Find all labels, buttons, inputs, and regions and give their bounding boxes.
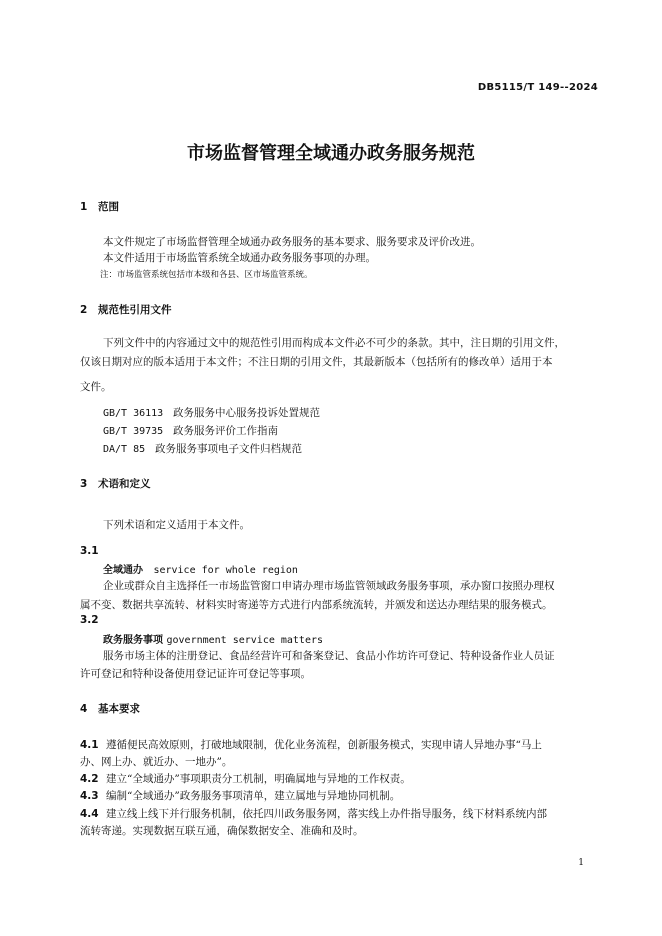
reference-item xyxy=(103,423,278,438)
section-2-heading xyxy=(80,302,172,317)
paragraph: 本文件适用于市场监管系统全域通办政务服务事项的办理。 xyxy=(103,252,376,264)
definition-line: 许可登记和特种设备使用登记证许可登记等事项。 xyxy=(80,668,311,680)
section-4-heading xyxy=(80,701,140,716)
requirement-number: 4.1 xyxy=(80,739,99,751)
section-number: 1 xyxy=(80,201,88,213)
term-en: service for whole region xyxy=(153,565,298,576)
requirement-text: 编制“全域通办”政务服务事项清单，建立属地与异地协同机制。 xyxy=(106,790,401,802)
paragraph: 本文件规定了市场监督管理全域通办政务服务的基本要求、服务要求及评价改进。 xyxy=(103,236,481,248)
reference-item xyxy=(103,441,302,456)
page-number: 1 xyxy=(578,858,584,868)
note: 注：市场监管系统包括市本级和各县、区市场监管系统。 xyxy=(100,270,313,280)
paragraph-line: 仅该日期对应的版本适用于本文件；不注日期的引用文件，其最新版本（包括所有的修改单）适用于本 xyxy=(80,356,553,368)
reference-code: GB/T 36113 xyxy=(103,408,164,419)
requirement-number: 4.2 xyxy=(80,773,99,785)
requirement-item xyxy=(80,737,542,752)
requirement-number: 4.4 xyxy=(80,808,99,820)
requirement-number: 4.3 xyxy=(80,790,99,802)
term-number: 3.2 xyxy=(80,614,99,626)
section-number: 2 xyxy=(80,304,88,316)
term-number: 3.1 xyxy=(80,545,99,557)
section-number: 3 xyxy=(80,478,88,490)
requirement-item xyxy=(80,771,411,786)
section-title: 范围 xyxy=(98,201,119,213)
requirement-text: 遵循便民高效原则，打破地域限制，优化业务流程，创新服务模式，实现申请人异地办事“马上 xyxy=(106,739,542,751)
reference-name: 政务服务评价工作指南 xyxy=(173,425,278,437)
section-3-heading xyxy=(80,476,151,491)
document-title: 市场监督管理全域通办政务服务规范 xyxy=(187,143,475,164)
reference-name: 政务服务事项电子文件归档规范 xyxy=(155,443,302,455)
section-title: 规范性引用文件 xyxy=(98,304,172,316)
document-number: DB5115/T 149--2024 xyxy=(477,82,598,93)
requirement-item xyxy=(80,806,547,821)
section-title: 术语和定义 xyxy=(98,478,151,490)
reference-item xyxy=(103,405,320,420)
term-heading xyxy=(103,561,298,576)
paragraph-line: 下列文件中的内容通过文中的规范性引用而构成本文件必不可少的条款。其中，注日期的引用文件， xyxy=(103,337,565,349)
paragraph: 下列术语和定义适用于本文件。 xyxy=(103,519,250,531)
term-heading xyxy=(103,631,323,646)
requirement-item xyxy=(80,788,400,803)
definition-line: 属不变、数据共享流转、材料实时寄递等方式进行内部系统流转，并颁发和送达办理结果的服务模式。 xyxy=(80,599,553,611)
requirement-text: 建立“全域通办”事项职责分工机制，明确属地与异地的工作权责。 xyxy=(106,773,411,785)
definition-line: 服务市场主体的注册登记、食品经营许可和备案登记、食品小作坊许可登记、特种设备作业人员证 xyxy=(103,650,555,662)
section-number: 4 xyxy=(80,703,88,715)
section-title: 基本要求 xyxy=(98,703,140,715)
reference-code: DA/T 85 xyxy=(103,444,146,455)
reference-name: 政务服务中心服务投诉处置规范 xyxy=(173,407,320,419)
requirement-line: 办、网上办、就近办、一地办”。 xyxy=(80,756,233,768)
reference-code: GB/T 39735 xyxy=(103,426,164,437)
paragraph-line: 文件。 xyxy=(80,381,112,393)
definition-line: 企业或群众自主选择任一市场监管窗口申请办理市场监管领域政务服务事项，承办窗口按照办理权 xyxy=(103,580,555,592)
requirement-text: 建立线上线下并行服务机制，依托四川政务服务网，落实线上办件指导服务，线下材料系统内部 xyxy=(106,808,547,820)
term-en: government service matters xyxy=(166,635,324,646)
requirement-line: 流转寄递。实现数据互联互通，确保数据安全、准确和及时。 xyxy=(80,825,364,837)
term-zh: 政务服务事项 xyxy=(103,635,163,646)
section-1-heading xyxy=(80,199,119,214)
term-zh: 全域通办 xyxy=(103,565,143,576)
